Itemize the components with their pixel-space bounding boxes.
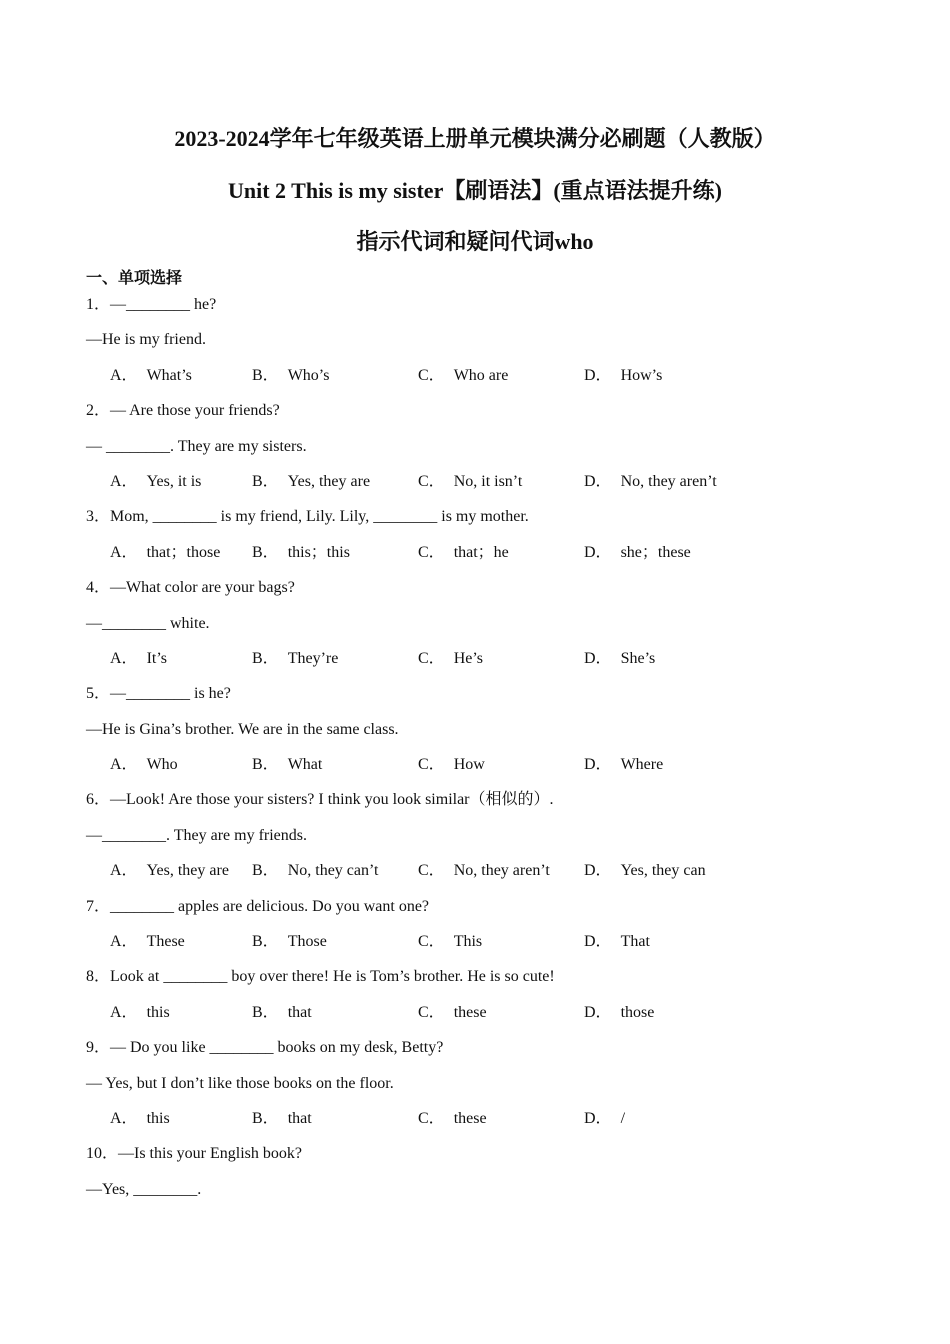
option-text: How xyxy=(453,756,485,774)
option-b[interactable] xyxy=(252,469,370,495)
option-letter: D． xyxy=(584,472,612,490)
option-text: she；these xyxy=(620,543,691,561)
option-letter: D． xyxy=(584,543,612,561)
option-letter: A． xyxy=(110,543,138,561)
option-text: He’s xyxy=(453,649,484,667)
option-letter: B． xyxy=(252,1003,279,1021)
option-c[interactable] xyxy=(418,540,509,566)
question-8 xyxy=(86,964,886,1035)
option-text: No, they can’t xyxy=(287,862,379,880)
option-text: What’s xyxy=(146,366,192,384)
option-row xyxy=(86,469,886,504)
option-text: No, they aren’t xyxy=(453,862,550,880)
question-stem-line: — Yes, but I don’t like those books on the floor. xyxy=(86,1074,394,1092)
option-row xyxy=(86,1000,886,1035)
option-text: This xyxy=(453,933,483,951)
option-text: that；those xyxy=(146,543,221,561)
option-row xyxy=(86,858,886,893)
option-c[interactable] xyxy=(418,469,522,495)
option-a[interactable] xyxy=(110,929,185,955)
question-stem-line: —________. They are my friends. xyxy=(86,826,307,844)
question-stem-line: 10．—Is this your English book? xyxy=(86,1145,302,1163)
option-text: How’s xyxy=(620,366,663,384)
option-row xyxy=(86,929,886,964)
question-stem-line: —Yes, ________. xyxy=(86,1180,202,1198)
option-row xyxy=(86,1106,886,1141)
question-list xyxy=(86,292,886,1212)
option-row xyxy=(86,363,886,398)
question-stem-line: 3．Mom, ________ is my friend, Lily. Lily, ________ is my mother. xyxy=(86,508,529,526)
option-d[interactable] xyxy=(584,540,691,566)
question-6 xyxy=(86,787,886,893)
option-text: She’s xyxy=(620,649,656,667)
option-a[interactable] xyxy=(110,1106,170,1132)
option-letter: C． xyxy=(418,472,445,490)
option-letter: A． xyxy=(110,862,138,880)
option-letter: A． xyxy=(110,366,138,384)
option-letter: C． xyxy=(418,649,445,667)
document-title: 2023-2024学年七年级英语上册单元模块满分必刷题（人教版） xyxy=(174,126,776,151)
option-letter: D． xyxy=(584,649,612,667)
option-text: No, it isn’t xyxy=(453,472,523,490)
option-letter: B． xyxy=(252,472,279,490)
option-letter: B． xyxy=(252,543,279,561)
option-letter: A． xyxy=(110,1109,138,1127)
option-d[interactable] xyxy=(584,929,650,955)
question-2 xyxy=(86,398,886,504)
option-text: those xyxy=(620,1003,655,1021)
option-a[interactable] xyxy=(110,858,229,884)
option-text: Yes, it is xyxy=(146,472,202,490)
option-text: this xyxy=(146,1109,170,1127)
question-stem-line: 2．— Are those your friends? xyxy=(86,402,280,420)
option-letter: B． xyxy=(252,1109,279,1127)
option-c[interactable] xyxy=(418,1000,487,1026)
option-c[interactable] xyxy=(418,646,483,672)
option-d[interactable] xyxy=(584,1106,625,1132)
section-heading: 一、单项选择 xyxy=(86,270,183,287)
document-topic: 指示代词和疑问代词who xyxy=(356,229,594,254)
option-text: Who’s xyxy=(287,366,330,384)
question-stem-line: 5．—________ is he? xyxy=(86,685,231,703)
option-letter: C． xyxy=(418,366,445,384)
option-d[interactable] xyxy=(584,646,655,672)
question-stem-line: —He is Gina’s brother. We are in the same class. xyxy=(86,720,399,738)
option-a[interactable] xyxy=(110,540,220,566)
option-letter: A． xyxy=(110,472,138,490)
question-stem-line: —He is my friend. xyxy=(86,331,206,349)
option-text: that xyxy=(287,1003,312,1021)
question-1 xyxy=(86,292,886,398)
option-letter: A． xyxy=(110,1003,138,1021)
option-text: this；this xyxy=(287,543,350,561)
question-7 xyxy=(86,894,886,965)
option-c[interactable] xyxy=(418,929,482,955)
option-letter: D． xyxy=(584,933,612,951)
document-subtitle: Unit 2 This is my sister【刷语法】(重点语法提升练) xyxy=(228,178,722,203)
option-a[interactable] xyxy=(110,646,167,672)
option-letter: B． xyxy=(252,366,279,384)
option-row xyxy=(86,540,886,575)
option-c[interactable] xyxy=(418,752,485,778)
option-d[interactable] xyxy=(584,363,662,389)
option-letter: D． xyxy=(584,756,612,774)
option-text: these xyxy=(453,1003,487,1021)
option-text: Yes, they can xyxy=(620,862,706,880)
option-b[interactable] xyxy=(252,540,350,566)
option-a[interactable] xyxy=(110,752,178,778)
question-stem-line: 8．Look at ________ boy over there! He is Tom’s brother. He is so cute! xyxy=(86,968,555,986)
option-letter: A． xyxy=(110,933,138,951)
option-b[interactable] xyxy=(252,752,322,778)
option-a[interactable] xyxy=(110,469,201,495)
option-text: Those xyxy=(287,933,327,951)
option-text: No, they aren’t xyxy=(620,472,717,490)
option-text: These xyxy=(146,933,185,951)
option-text: What xyxy=(287,756,323,774)
option-a[interactable] xyxy=(110,363,192,389)
option-b[interactable] xyxy=(252,1000,312,1026)
option-letter: B． xyxy=(252,756,279,774)
option-d[interactable] xyxy=(584,752,663,778)
option-text: They’re xyxy=(287,649,339,667)
option-text: Who xyxy=(146,756,178,774)
option-letter: B． xyxy=(252,933,279,951)
option-letter: C． xyxy=(418,1109,445,1127)
question-10 xyxy=(86,1141,886,1212)
option-c[interactable] xyxy=(418,363,508,389)
option-letter: C． xyxy=(418,1003,445,1021)
option-letter: C． xyxy=(418,933,445,951)
option-letter: C． xyxy=(418,756,445,774)
option-letter: D． xyxy=(584,862,612,880)
option-b[interactable] xyxy=(252,646,338,672)
option-text: Where xyxy=(620,756,664,774)
option-b[interactable] xyxy=(252,1106,312,1132)
option-letter: B． xyxy=(252,862,279,880)
option-b[interactable] xyxy=(252,363,329,389)
option-d[interactable] xyxy=(584,858,706,884)
option-text: Yes, they are xyxy=(287,472,371,490)
question-stem-line: 4．—What color are your bags? xyxy=(86,579,295,597)
option-text: Yes, they are xyxy=(146,862,229,880)
option-d[interactable] xyxy=(584,469,717,495)
question-stem-line: —________ white. xyxy=(86,614,210,632)
option-letter: C． xyxy=(418,543,445,561)
option-b[interactable] xyxy=(252,858,378,884)
question-stem-line: 7．________ apples are delicious. Do you want one? xyxy=(86,897,430,915)
option-text: Who are xyxy=(453,366,509,384)
question-3 xyxy=(86,504,886,575)
option-text: this xyxy=(146,1003,170,1021)
option-text: It’s xyxy=(146,649,168,667)
option-text: / xyxy=(620,1109,626,1127)
option-row xyxy=(86,646,886,681)
option-text: these xyxy=(453,1109,487,1127)
option-text: that；he xyxy=(453,543,509,561)
question-9 xyxy=(86,1035,886,1141)
option-a[interactable] xyxy=(110,1000,170,1026)
option-text: that xyxy=(287,1109,312,1127)
option-d[interactable] xyxy=(584,1000,654,1026)
option-row xyxy=(86,752,886,787)
option-letter: D． xyxy=(584,1109,612,1127)
question-stem-line: 9．— Do you like ________ books on my desk, Betty? xyxy=(86,1039,444,1057)
option-b[interactable] xyxy=(252,929,327,955)
option-letter: D． xyxy=(584,366,612,384)
option-letter: A． xyxy=(110,756,138,774)
question-stem-line: — ________. They are my sisters. xyxy=(86,437,307,455)
question-stem-line: 1．—________ he? xyxy=(86,296,217,313)
option-c[interactable] xyxy=(418,1106,487,1132)
option-text: That xyxy=(620,933,650,951)
question-stem-line: 6．—Look! Are those your sisters? I think you look similar（相似的）. xyxy=(86,791,554,809)
question-5 xyxy=(86,681,886,787)
option-c[interactable] xyxy=(418,858,550,884)
option-letter: B． xyxy=(252,649,279,667)
question-4 xyxy=(86,575,886,681)
option-letter: C． xyxy=(418,862,445,880)
option-letter: D． xyxy=(584,1003,612,1021)
option-letter: A． xyxy=(110,649,138,667)
